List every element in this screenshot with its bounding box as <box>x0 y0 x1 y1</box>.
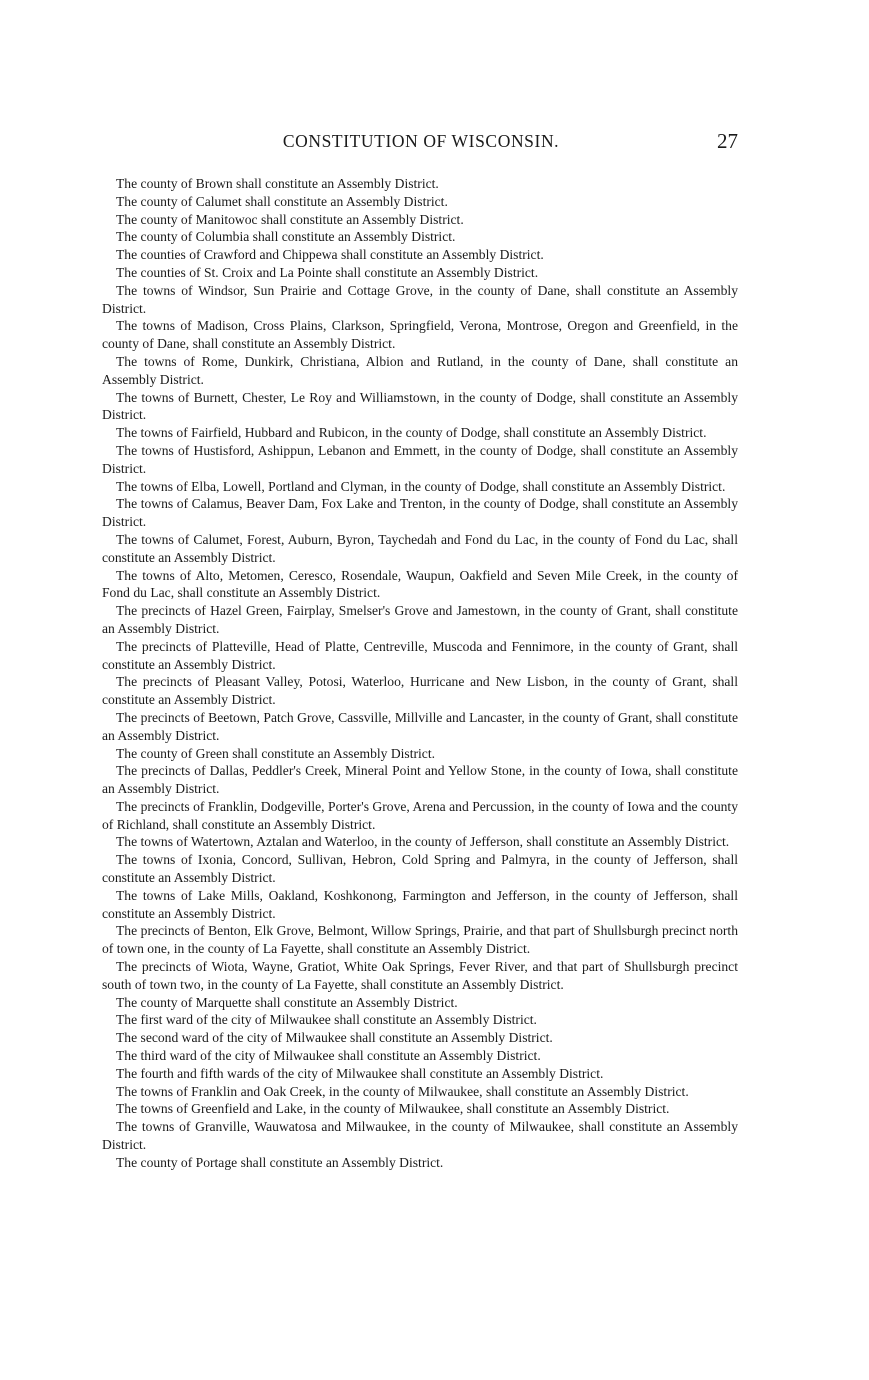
paragraph: The towns of Rome, Dunkirk, Christiana, Albion and Rutland, in the county of Dane, shall constitute an Assembly District. <box>102 353 738 387</box>
paragraph: The towns of Greenfield and Lake, in the county of Milwaukee, shall constitute an Assembly District. <box>116 1101 670 1117</box>
paragraph: The towns of Watertown, Aztalan and Waterloo, in the county of Jefferson, shall constitute an Assembly District. <box>116 834 730 850</box>
paragraph: The towns of Fairfield, Hubbard and Rubicon, in the county of Dodge, shall constitute an Assembly District. <box>116 425 707 441</box>
page-number: 27 <box>717 129 738 153</box>
paragraph: The towns of Franklin and Oak Creek, in the county of Milwaukee, shall constitute an Assembly District. <box>116 1083 689 1099</box>
paragraph: The counties of St. Croix and La Pointe shall constitute an Assembly District. <box>116 264 539 280</box>
paragraph: The precincts of Pleasant Valley, Potosi, Waterloo, Hurricane and New Lisbon, in the county of Grant, shall constitute an Assembly District. <box>102 674 738 708</box>
paragraph: The precincts of Platteville, Head of Platte, Centreville, Muscoda and Fennimore, in the county of Grant, shall constitute an Assembly District. <box>102 638 738 672</box>
paragraph: The precincts of Hazel Green, Fairplay, Smelser's Grove and Jamestown, in the county of Grant, shall constitute an Assembly District. <box>102 603 738 636</box>
paragraph: The precincts of Beetown, Patch Grove, Cassville, Millville and Lancaster, in the county of Grant, shall constitute an Assembly District. <box>102 709 738 743</box>
paragraph: The towns of Windsor, Sun Prairie and Cottage Grove, in the county of Dane, shall constitute an Assembly District. <box>102 282 738 316</box>
paragraph: The county of Portage shall constitute an Assembly District. <box>116 1154 444 1170</box>
page-title: CONSTITUTION OF WISCONSIN. <box>282 131 560 151</box>
body-text <box>102 175 738 1172</box>
paragraph: The towns of Calumet, Forest, Auburn, Byron, Taychedah and Fond du Lac, in the county of Fond du Lac, shall constitute an Assembly District. <box>102 531 738 565</box>
paragraph: The towns of Alto, Metomen, Ceresco, Rosendale, Waupun, Oakfield and Seven Mile Creek, in the county of Fond du Lac, shall constitute an Assembly District. <box>102 567 738 601</box>
paragraph: The third ward of the city of Milwaukee shall constitute an Assembly District. <box>116 1048 541 1064</box>
paragraph: The counties of Crawford and Chippewa shall constitute an Assembly District. <box>116 247 544 263</box>
paragraph: The precincts of Franklin, Dodgeville, Porter's Grove, Arena and Percussion, in the county of Iowa and the county of Richland, shall constitute an Assembly District. <box>102 798 738 832</box>
running-head <box>102 131 740 155</box>
paragraph: The fourth and fifth wards of the city of Milwaukee shall constitute an Assembly District. <box>116 1065 604 1081</box>
paragraph: The county of Manitowoc shall constitute an Assembly District. <box>116 211 464 227</box>
paragraph: The towns of Calamus, Beaver Dam, Fox Lake and Trenton, in the county of Dodge, shall constitute an Assembly District. <box>102 496 738 530</box>
paragraph: The second ward of the city of Milwaukee shall constitute an Assembly District. <box>116 1030 553 1046</box>
paragraph: The towns of Burnett, Chester, Le Roy and Williamstown, in the county of Dodge, shall constitute an Assembly District. <box>102 389 738 423</box>
paragraph: The towns of Granville, Wauwatosa and Milwaukee, in the county of Milwaukee, shall constitute an Assembly District. <box>102 1119 738 1153</box>
paragraph: The precincts of Dallas, Peddler's Creek, Mineral Point and Yellow Stone, in the county of Iowa, shall constitute an Assembly District. <box>102 763 738 797</box>
paragraph: The county of Marquette shall constitute an Assembly District. <box>116 994 458 1010</box>
paragraph: The towns of Ixonia, Concord, Sullivan, Hebron, Cold Spring and Palmyra, in the county of Jefferson, shall constitute an Assembly District. <box>102 852 738 886</box>
paragraph: The county of Columbia shall constitute an Assembly District. <box>116 229 456 245</box>
paragraph: The towns of Lake Mills, Oakland, Koshkonong, Farmington and Jefferson, in the county of Jefferson, shall constitute an Assembly District. <box>102 887 738 921</box>
paragraph: The county of Calumet shall constitute an Assembly District. <box>116 193 448 209</box>
paragraph: The towns of Hustisford, Ashippun, Lebanon and Emmett, in the county of Dodge, shall constitute an Assembly District. <box>102 442 738 476</box>
paragraph: The county of Brown shall constitute an Assembly District. <box>116 176 439 191</box>
paragraph: The precincts of Wiota, Wayne, Gratiot, White Oak Springs, Fever River, and that part of Shullsburgh precinct south of town two, in the county of La Fayette, shall constitute an Assembly District. <box>102 959 738 992</box>
paragraph: The county of Green shall constitute an Assembly District. <box>116 745 436 761</box>
paragraph: The precincts of Benton, Elk Grove, Belmont, Willow Springs, Prairie, and that part of Shullsburgh precinct north of town one, in the county of La Fayette, shall constitute an Assembly District. <box>102 923 738 957</box>
paragraph: The towns of Madison, Cross Plains, Clarkson, Springfield, Verona, Montrose, Oregon and Greenfield, in the county of Dane, shall constitute an Assembly District. <box>102 318 738 352</box>
paragraph: The towns of Elba, Lowell, Portland and Clyman, in the county of Dodge, shall constitute an Assembly District. <box>116 478 726 494</box>
paragraph: The first ward of the city of Milwaukee shall constitute an Assembly District. <box>116 1012 537 1028</box>
